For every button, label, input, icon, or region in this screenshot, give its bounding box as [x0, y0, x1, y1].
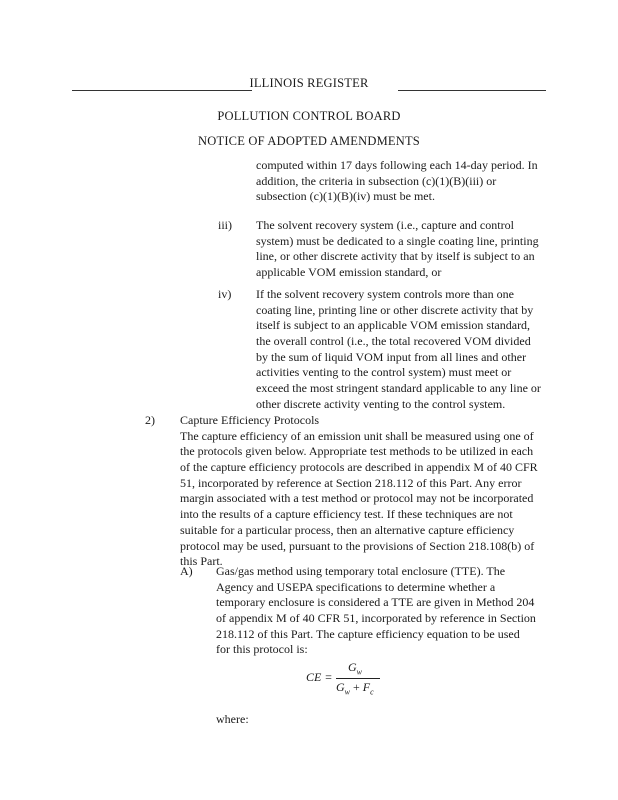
section-2-label: 2) [145, 413, 155, 427]
text-line: by the sum of liquid VOM input from all lines and other [256, 349, 527, 364]
text-line: 51, incorporated by reference at Section 218.112 of this Part. Any error [180, 475, 522, 490]
section-heading: Capture Efficiency Protocols [180, 413, 320, 427]
text-line: The capture efficiency of an emission unit shall be measured using one of [180, 428, 534, 443]
item-iv-text [256, 287, 541, 413]
denominator-operator: + [350, 680, 363, 694]
denominator-sub-1: w [344, 687, 351, 697]
item-iii-text [256, 218, 539, 281]
text-line: computed within 17 days following each 14-day period. In [256, 158, 538, 172]
text-line: of the capture efficiency protocols are described in appendix M of 40 CFR [180, 460, 538, 475]
text-line: for this protocol is: [216, 642, 308, 657]
section-2-text [180, 413, 538, 570]
text-line: line, or other discrete activity that by itself is subject to an [256, 249, 535, 264]
text-line: other discrete activity venting to the control system. [256, 396, 506, 411]
item-A-label: A) [180, 564, 193, 578]
numerator-var: G [348, 660, 357, 674]
text-line: 218.112 of this Part. The capture efficiency equation to be used [216, 626, 520, 641]
equation-lhs: CE = [306, 670, 333, 684]
fraction-bar [336, 678, 380, 679]
text-line: protocol may be used, pursuant to the provisions of Section 218.108(b) of [180, 538, 535, 553]
text-line: this Part. [180, 554, 223, 569]
text-line: activities venting to the control system) must meet or [256, 365, 512, 380]
text-line: Gas/gas method using temporary total enclosure (TTE). The [216, 564, 506, 578]
text-line: the protocols given below. Appropriate test methods to be utilized in each [180, 444, 534, 459]
text-line: Agency and USEPA specifications to determine whether a [216, 579, 496, 594]
item-iii-label: iii) [218, 218, 232, 232]
text-line: itself is subject to an applicable VOM emission standard, [256, 318, 531, 333]
item-A-text [216, 564, 536, 658]
text-line: suitable for a particular process, then an alternative capture efficiency [180, 522, 515, 537]
equation-numerator [348, 660, 362, 680]
text-line: If the solvent recovery system controls more than one [256, 287, 514, 301]
notice-title: NOTICE OF ADOPTED AMENDMENTS [198, 134, 420, 148]
where-label: where: [216, 712, 249, 726]
equation-denominator [336, 680, 374, 700]
register-title: ILLINOIS REGISTER [249, 76, 369, 90]
text-line: system) must be dedicated to a single coating line, printing [256, 233, 539, 248]
text-line: of appendix M of 40 CFR 51, incorporated by reference in Section [216, 611, 536, 626]
text-line: subsection (c)(1)(B)(iv) must be met. [256, 189, 435, 204]
text-line: the overall control (i.e., the total recovered VOM divided [256, 334, 531, 349]
text-line: margin associated with a test method or protocol may not be incorporated [180, 491, 534, 506]
text-line: exceed the most stringent standard applicable to any line or [256, 381, 541, 396]
text-line: applicable VOM emission standard, or [256, 265, 442, 280]
board-title: POLLUTION CONTROL BOARD [217, 109, 401, 123]
denominator-sub-2: c [370, 687, 374, 697]
text-line: temporary enclosure is considered a TTE are given in Method 204 [216, 595, 535, 610]
continuation-paragraph [256, 158, 538, 205]
text-line: into the results of a capture efficiency test. If these techniques are not [180, 507, 513, 522]
text-line: addition, the criteria in subsection (c)(1)(B)(iii) or [256, 173, 497, 188]
text-line: The solvent recovery system (i.e., capture and control [256, 218, 514, 232]
denominator-var-1: G [336, 680, 345, 694]
item-iv-label: iv) [218, 287, 232, 301]
denominator-var-2: F [362, 680, 371, 694]
numerator-sub: w [356, 667, 363, 677]
text-line: coating line, printing line or other discrete activity that by [256, 302, 534, 317]
